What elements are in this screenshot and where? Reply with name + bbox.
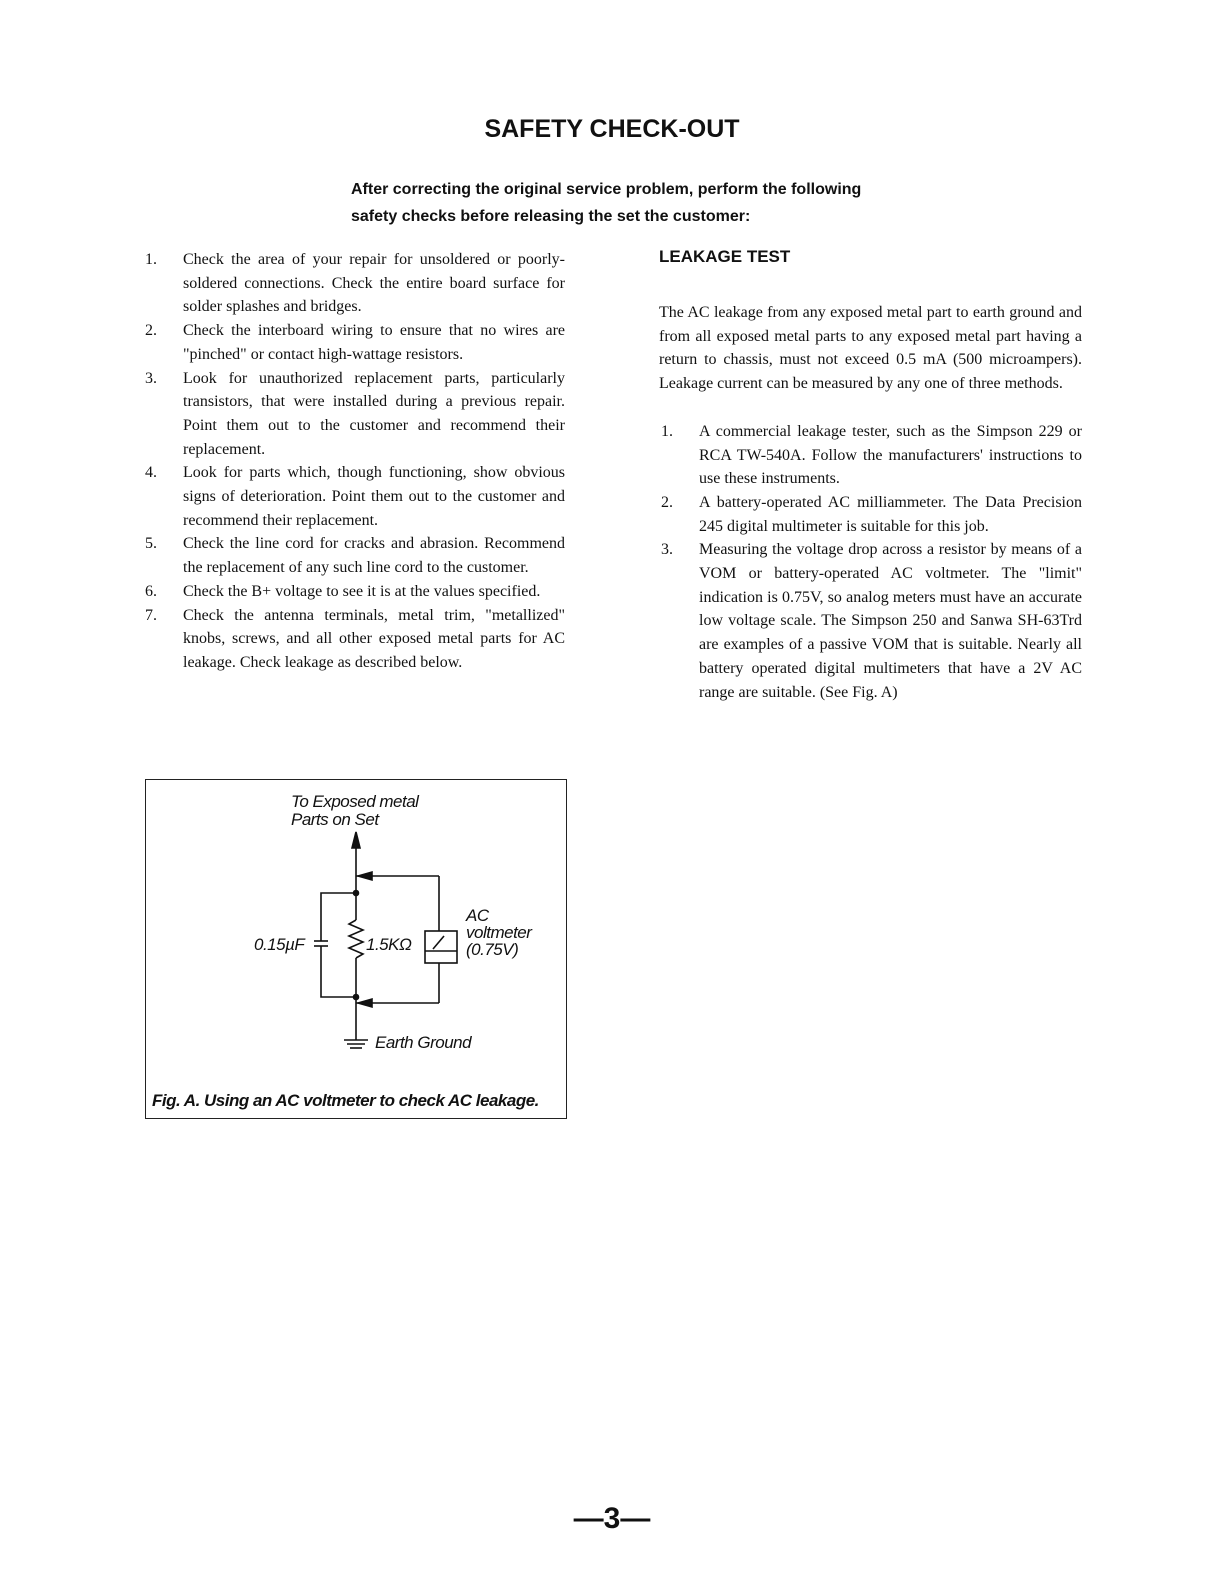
leakage-heading: LEAKAGE TEST (659, 247, 791, 266)
arrow-up-icon (352, 832, 360, 848)
check-item (143, 319, 565, 366)
probe-arrow-icon (358, 999, 372, 1007)
leakage-paragraph: The AC leakage from any exposed metal part to earth ground and from all exposed metal parts to any exposed metal part having a return to chassis, must not exceed 0.5 mA (500 microampers). Leakage current can be measured by any one of three methods. (659, 304, 1082, 393)
item-text: Check the area of your repair for unsoldered or poorly-soldered connections. Check the entire board surface for solder splashes and bridges. (183, 251, 565, 316)
item-text: Look for unauthorized replacement parts, particularly transistors, that were installed during a previous repair. Point them out to the customer and recommend their replacement. (183, 369, 565, 458)
page-title: SAFETY CHECK-OUT (484, 115, 740, 143)
label-ac: AC (466, 906, 489, 925)
item-text: A battery-operated AC milliammeter. The Data Precision 245 digital multimeter is suitable for this job. (699, 493, 1082, 535)
item-number: 4. (145, 464, 157, 482)
check-item (143, 604, 565, 675)
item-text: Measuring the voltage drop across a resistor by means of a VOM or battery-operated AC voltmeter. The "limit" indication is 0.75V, so analog meters must have an accurate low voltage scale. The Simpson 250 and Sanwa SH-63Trd are examples of a passive VOM that is suitable. Nearly all battery operated digital multimeters that have a 2V AC range are suitable. (See Fig. A) (699, 541, 1082, 701)
item-number: 7. (145, 606, 157, 624)
item-number: 1. (145, 251, 157, 268)
label-earth-ground: Earth Ground (375, 1033, 472, 1052)
item-text: Check the antenna terminals, metal trim, "metallized" knobs, screws, and all other exposed metal parts for AC leakage. Check leakage as described below. (183, 606, 565, 671)
item-number: 6. (145, 582, 157, 600)
item-number: 5. (145, 535, 157, 553)
label-voltage-limit: (0.75V) (466, 940, 519, 959)
item-number: 3. (145, 369, 157, 387)
method-item (659, 420, 1082, 491)
safety-check-list (143, 248, 565, 675)
label-resistor: 1.5KΩ (366, 935, 412, 954)
label-parts-on-set: Parts on Set (291, 810, 379, 829)
label-capacitor: 0.15µF (254, 935, 305, 954)
check-item (143, 248, 565, 319)
item-number: 2. (661, 493, 673, 511)
item-number: 1. (661, 422, 673, 440)
check-item (143, 580, 565, 604)
page-number: —3— (573, 1502, 651, 1535)
item-text: Check the interboard wiring to ensure that no wires are "pinched" or contact high-wattage resistors. (183, 322, 565, 363)
method-item (659, 538, 1082, 704)
item-number: 2. (145, 322, 157, 340)
figure-caption: Fig. A. Using an AC voltmeter to check AC leakage. (152, 1091, 539, 1110)
method-item (659, 491, 1082, 538)
voltmeter-symbol (425, 931, 457, 963)
probe-arrow-icon (358, 872, 372, 880)
leakage-test-section (659, 247, 1082, 704)
item-number: 3. (661, 541, 673, 559)
item-text: Look for parts which, though functioning, show obvious signs of deterioration. Point them out to the customer and recommend their replacement. (183, 464, 565, 529)
intro-text: After correcting the original service problem, perform the following safety checks before releasing the set the customer: (351, 181, 862, 225)
check-item (143, 461, 565, 532)
item-text: A commercial leakage tester, such as the Simpson 229 or RCA TW-540A. Follow the manufacturers' instructions to use these instruments. (699, 422, 1082, 488)
label-voltmeter: voltmeter (466, 923, 532, 942)
resistor-symbol (349, 920, 363, 958)
item-text: Check the line cord for cracks and abrasion. Recommend the replacement of any such line cord to the customer. (183, 535, 565, 577)
check-item (143, 532, 565, 579)
item-text: Check the B+ voltage to see it is at the values specified. (183, 582, 541, 600)
label-exposed-metal: To Exposed metal (291, 792, 419, 811)
check-item (143, 367, 565, 462)
figure-a (145, 779, 567, 1119)
